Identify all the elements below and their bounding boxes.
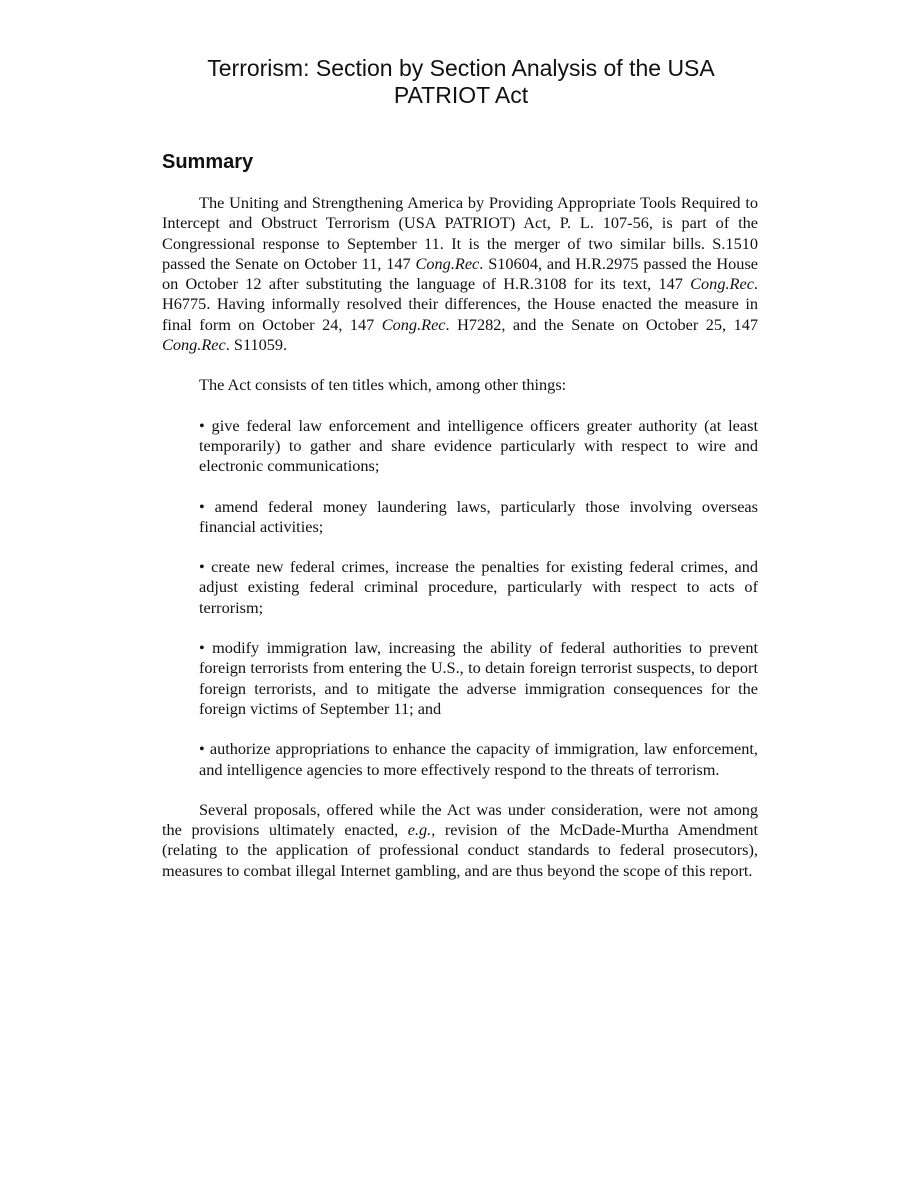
document-page [162, 55, 758, 881]
bullet-item: • authorize appropriations to enhance the capacity of immigration, law enforcement, and intelligence agencies to more effectively respond to the threats of terrorism. [199, 739, 758, 779]
summary-paragraph-2: The Act consists of ten titles which, among other things: [199, 375, 567, 395]
italic-citation: Cong.Rec [381, 314, 446, 334]
bullet-item: • create new federal crimes, increase the penalties for existing federal crimes, and adjust existing federal criminal procedure, particularly with respect to acts of terrorism; [199, 557, 758, 617]
bullet-item: • modify immigration law, increasing the ability of federal authorities to prevent foreign terrorists from entering the U.S., to detain foreign terrorist suspects, to deport foreign terrorists, and to mitigate the adverse immigration consequences for the foreign victims of September 11; and [199, 638, 758, 718]
titles-bullet-list [199, 416, 758, 780]
italic-citation: Cong.Rec [690, 274, 754, 294]
bullet-item: • give federal law enforcement and intelligence officers greater authority (at least temporarily) to gather and share evidence particularly with respect to wire and electronic communications; [199, 415, 758, 476]
italic-citation: e.g. [407, 820, 432, 840]
summary-paragraph-3: Several proposals, offered while the Act was under consideration, were not among the provisions ultimately enacted, e.g., revision of the McDade-Murtha Amendment (relating to the application of professional conduct standards to federal prosecutors), measures to combat illegal Internet gambling, and are thus beyond the scope of this report. [162, 799, 758, 880]
bullet-item: • amend federal money laundering laws, particularly those involving overseas financial activities; [199, 496, 758, 536]
italic-citation: Cong.Rec [415, 253, 480, 273]
summary-paragraph-1: The Uniting and Strengthening America by Providing Appropriate Tools Required to Intercept and Obstruct Terrorism (USA PATRIOT) Act, P. L. 107-56, is part of the Congressional response to September 11. It is the merger of two similar bills. S.1510 passed the Senate on October 11, 147 Cong.Rec. S10604, and H.R.2975 passed the House on October 12 after substituting the language of H.R.3108 for its text, 147 Cong.Rec. H6775. Having informally resolved their differences, the House enacted the measure in final form on October 24, 147 Cong.Rec. H7282, and the Senate on October 25, 147 Cong.Rec. S11059. [162, 193, 759, 355]
document-title: Terrorism: Section by Section Analysis of the USA PATRIOT Act [207, 55, 715, 108]
section-heading: Summary [162, 151, 254, 173]
italic-citation: Cong.Rec [162, 335, 226, 355]
